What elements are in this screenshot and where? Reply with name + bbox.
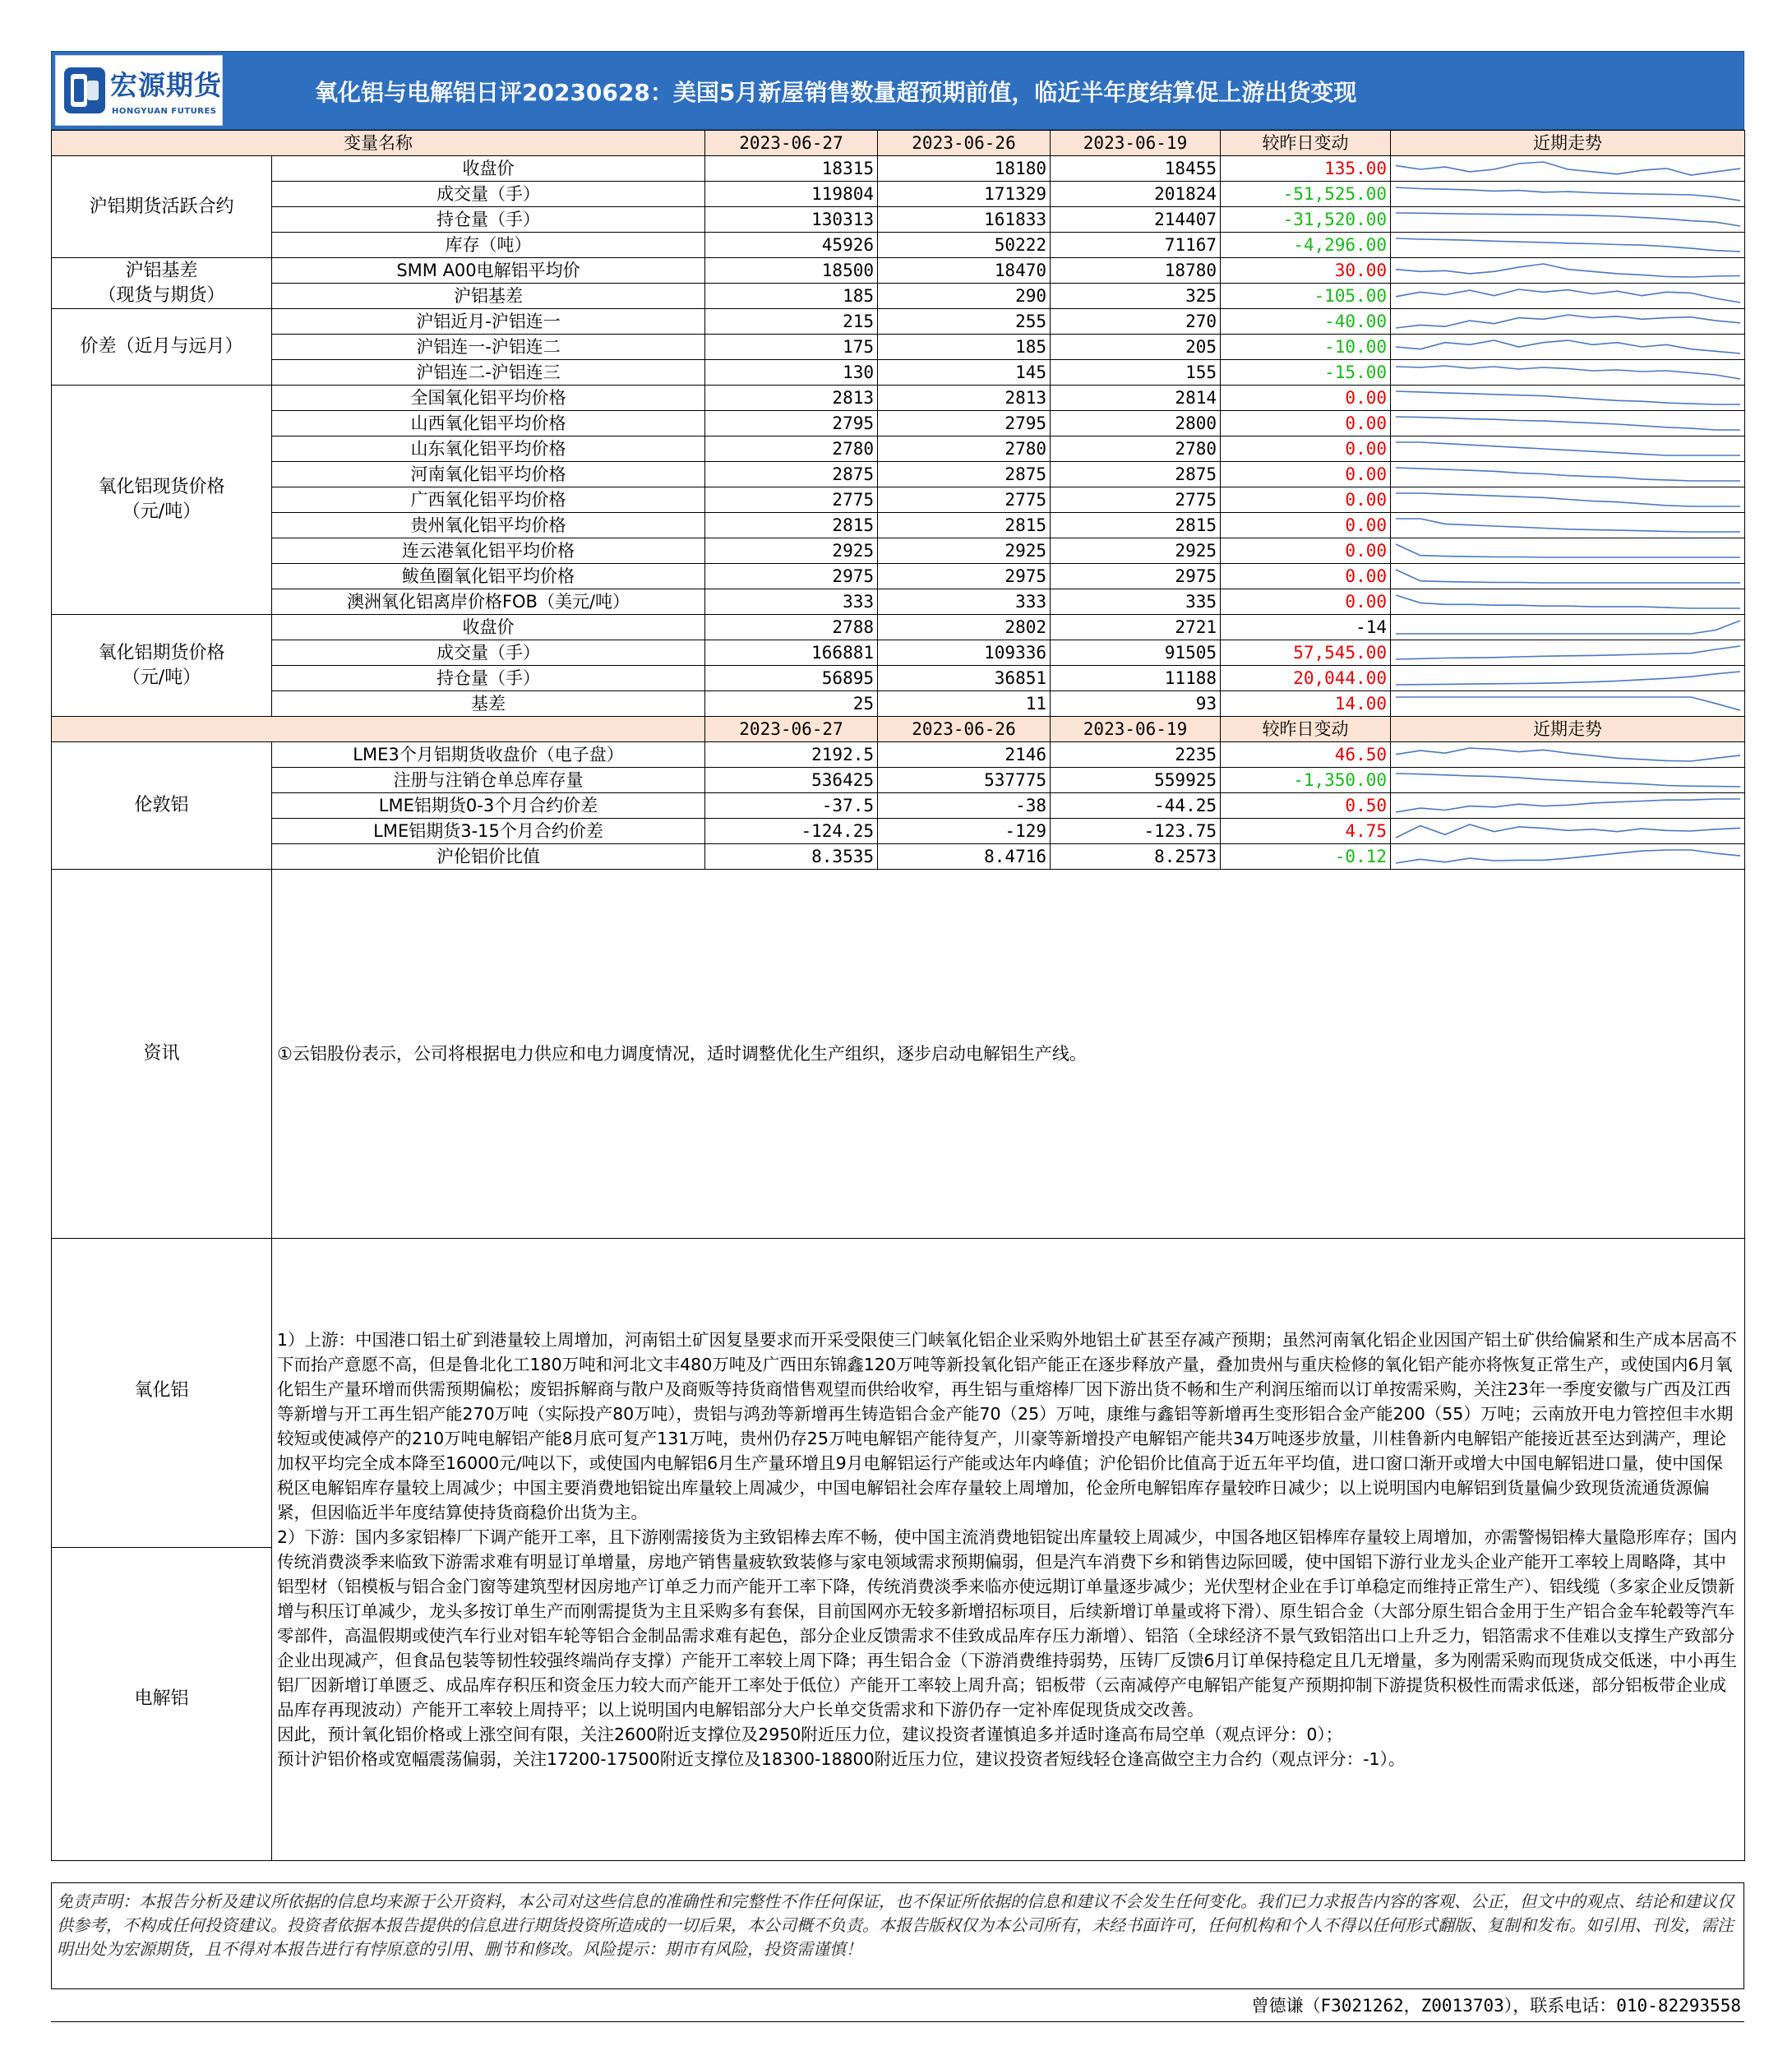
trend-cell <box>1391 666 1745 691</box>
trend-sparkline <box>1391 538 1745 563</box>
trend-line <box>1396 366 1740 379</box>
table-row <box>52 513 1745 538</box>
value-d3: 2975 <box>1051 564 1221 589</box>
trend-line <box>1396 340 1740 353</box>
report-header <box>51 51 1744 130</box>
trend-cell <box>1391 156 1745 182</box>
trend-cell <box>1391 615 1745 640</box>
table-row <box>52 615 1745 640</box>
value-d3: 214407 <box>1051 207 1221 233</box>
trend-line <box>1396 519 1740 532</box>
header-date-2: 2023-06-26 <box>878 131 1051 156</box>
daily-change: 14.00 <box>1221 691 1391 717</box>
value-d2: 2875 <box>878 462 1051 487</box>
value-d2: 2802 <box>878 615 1051 640</box>
variable-name: 广西氧化铝平均价格 <box>272 487 705 513</box>
value-d3: 2925 <box>1051 538 1221 564</box>
variable-name: 河南氧化铝平均价格 <box>272 462 705 487</box>
daily-change: 0.00 <box>1221 589 1391 615</box>
table-row <box>52 207 1745 233</box>
value-d3: -44.25 <box>1051 793 1221 819</box>
trend-line <box>1396 213 1740 226</box>
value-d3: 155 <box>1051 360 1221 386</box>
trend-sparkline <box>1391 156 1745 181</box>
value-d1: -124.25 <box>705 819 878 844</box>
trend-sparkline <box>1391 386 1745 410</box>
trend-line <box>1396 289 1740 302</box>
trend-sparkline <box>1391 258 1745 283</box>
daily-change: -105.00 <box>1221 284 1391 309</box>
value-d3: 2235 <box>1051 742 1221 768</box>
header-name: 变量名称 <box>52 131 705 156</box>
value-d2: 2146 <box>878 742 1051 768</box>
news-text: ①云铝股份表示，公司将根据电力供应和电力调度情况，适时调整优化生产组织，逐步启动电解铝生产线。 <box>272 870 1745 1239</box>
trend-line <box>1396 391 1740 404</box>
brand-name-cn: 宏源期货 <box>110 69 222 101</box>
daily-change: -1,350.00 <box>1221 768 1391 793</box>
header-date-3: 2023-06-19 <box>1051 717 1221 742</box>
table-row <box>52 564 1745 589</box>
trend-sparkline <box>1391 666 1745 690</box>
trend-sparkline <box>1391 768 1745 792</box>
variable-name: 沪铝基差 <box>272 284 705 309</box>
header-change: 较昨日变动 <box>1221 717 1391 742</box>
daily-change: 30.00 <box>1221 258 1391 284</box>
header-date-1: 2023-06-27 <box>705 717 878 742</box>
value-d2: 2815 <box>878 513 1051 538</box>
trend-line <box>1396 799 1740 812</box>
value-d3: 2875 <box>1051 462 1221 487</box>
trend-sparkline <box>1391 487 1745 512</box>
trend-line <box>1396 824 1740 838</box>
trend-line <box>1396 774 1740 787</box>
table-row <box>52 538 1745 564</box>
trend-cell <box>1391 564 1745 589</box>
category-cell: 沪铝期货活跃合约 <box>52 156 272 258</box>
trend-line <box>1396 162 1740 175</box>
value-d1: 185 <box>705 284 878 309</box>
trend-sparkline <box>1391 207 1745 232</box>
value-d1: 130 <box>705 360 878 386</box>
trend-cell <box>1391 309 1745 335</box>
value-d1: 2975 <box>705 564 878 589</box>
table-row <box>52 360 1745 386</box>
value-d2: 333 <box>878 589 1051 615</box>
daily-change: 0.00 <box>1221 513 1391 538</box>
table-row <box>52 335 1745 360</box>
table-row <box>52 768 1745 793</box>
table-row <box>52 666 1745 691</box>
value-d2: 2813 <box>878 386 1051 411</box>
trend-cell <box>1391 589 1745 615</box>
trend-sparkline <box>1391 462 1745 487</box>
variable-name: 持仓量（手） <box>272 666 705 691</box>
trend-line <box>1396 264 1740 277</box>
analysis-paragraph: 2）下游：国内多家铝棒厂下调产能开工率，且下游刚需接货为主致铝棒去库不畅，使中国主流消费地铝锭出库量较上周减少，中国各地区铝棒库存量较上周增加，亦需警惕铝棒大量隐形库存；国内传统消费淡季来临致下游需求难有明显订单增量，房地产销售量疲软致装修与家电领域需求预期偏弱，但是汽车消费下乡和销售边际回暖，使中国铝下游行业龙头企业产能开工率较上周略降，其中铝型材（铝模板与铝合金门窗等建筑型材因房地产订单乏力而产能开工率下降，传统消费淡季来临亦使远期订单量逐步减少；光伏型材企业在手订单稳定而维持正常生产）、铝线缆（多家企业反馈新增与积压订单减少，龙头多按订单生产而刚需提货为主且采购多有套保，目前国网亦无较多新增招标项目，后续新增订单量或将下滑）、原生铝合金（大部分原生铝合金用于生产铝合金车轮毂等汽车零部件，高温假期或使汽车行业对铝车轮等铝合金制品需求难有起色，部分企业反馈需求不佳致成品库存压力渐增）、铝箔（全球经济不景气致铝箔出口上升乏力，铝箔需求不佳难以支撑生产致部分企业出现减产，但食品包装等韧性较强终端尚存支撑）产能开工率较上周下降；再生铝合金（下游消费维持弱势，压铸厂反馈6月订单保持稳定且几无增量，多为刚需采购而现货成交低迷，中小再生铝厂因新增订单匮乏、成品库存积压和资金压力较大而产能开工率处于低位）产能开工率较上周升高；铝板带（云南减停产电解铝产能复产预期抑制下游提货积极性而需求低迷，部分铝板带企业成品库存再现波动）产能开工率较上周持平；以上说明国内电解铝部分大户长单交货需求和下游仍存一定补库促现货成交改善。 <box>277 1527 1738 1720</box>
value-d2: 161833 <box>878 207 1051 233</box>
header-trend: 近期走势 <box>1391 131 1745 156</box>
trend-sparkline <box>1391 309 1745 334</box>
value-d2: 2975 <box>878 564 1051 589</box>
trend-sparkline <box>1391 615 1745 640</box>
trend-sparkline <box>1391 182 1745 206</box>
daily-change: 0.00 <box>1221 436 1391 462</box>
variable-name: SMM A00电解铝平均价 <box>272 258 705 284</box>
value-d2: 290 <box>878 284 1051 309</box>
value-d3: 2815 <box>1051 513 1221 538</box>
trend-sparkline <box>1391 742 1745 767</box>
daily-change: -40.00 <box>1221 309 1391 335</box>
table-row <box>52 640 1745 666</box>
category-cell: 氧化铝现货价格 （元/吨） <box>52 386 272 615</box>
value-d2: 2925 <box>878 538 1051 564</box>
category-cell: 价差（近月与远月） <box>52 309 272 386</box>
variable-name: 收盘价 <box>272 615 705 640</box>
value-d3: -123.75 <box>1051 819 1221 844</box>
value-d1: 2192.5 <box>705 742 878 768</box>
variable-name: 沪伦铝价比值 <box>272 844 705 870</box>
trend-sparkline <box>1391 793 1745 818</box>
analysis-category-stack <box>52 1239 271 1860</box>
variable-name: 鲅鱼圈氧化铝平均价格 <box>272 564 705 589</box>
table-row <box>52 436 1745 462</box>
table-row <box>52 691 1745 717</box>
brand-logo <box>55 55 223 126</box>
value-d3: 2800 <box>1051 411 1221 436</box>
value-d3: 11188 <box>1051 666 1221 691</box>
value-d2: 18470 <box>878 258 1051 284</box>
trend-line <box>1396 238 1740 252</box>
trend-sparkline <box>1391 844 1745 869</box>
daily-change: -0.12 <box>1221 844 1391 870</box>
category-cell: 伦敦铝 <box>52 742 272 870</box>
value-d2: 11 <box>878 691 1051 717</box>
trend-line <box>1396 748 1740 761</box>
daily-change: -14 <box>1221 615 1391 640</box>
variable-name: 库存（吨） <box>272 233 705 258</box>
table-row <box>52 411 1745 436</box>
table-row <box>52 793 1745 819</box>
value-d2: 36851 <box>878 666 1051 691</box>
value-d1: 18315 <box>705 156 878 182</box>
trend-line <box>1396 187 1740 201</box>
daily-change: -51,525.00 <box>1221 182 1391 207</box>
value-d3: 270 <box>1051 309 1221 335</box>
trend-sparkline <box>1391 360 1745 385</box>
trend-line <box>1396 621 1740 634</box>
daily-change: 57,545.00 <box>1221 640 1391 666</box>
value-d3: 18455 <box>1051 156 1221 182</box>
value-d1: 536425 <box>705 768 878 793</box>
variable-name: LME铝期货3-15个月合约价差 <box>272 819 705 844</box>
trend-cell <box>1391 258 1745 284</box>
trend-line <box>1396 417 1740 430</box>
analysis-paragraph: 预计沪铝价格或宽幅震荡偏弱，关注17200-17500附近支撑位及18300-18800附近压力位，建议投资者短线轻仓逢高做空主力合约（观点评分：-1）。 <box>277 1749 1406 1769</box>
trend-cell <box>1391 207 1745 233</box>
value-d3: 8.2573 <box>1051 844 1221 870</box>
trend-line <box>1396 315 1740 328</box>
value-d1: 18500 <box>705 258 878 284</box>
value-d1: 56895 <box>705 666 878 691</box>
data-table <box>51 130 1745 1861</box>
header-trend: 近期走势 <box>1391 717 1745 742</box>
disclaimer: 免责声明：本报告分析及建议所依据的信息均来源于公开资料，本公司对这些信息的准确性和完整性不作任何保证，也不保证所依据的信息和建议不会发生任何变化。我们已力求报告内容的客观、公正，但文中的观点、结论和建议仅供参考，不构成任何投资建议。投资者依据本报告提供的信息进行期货投资所造成的一切后果，本公司概不负责。本报告版权仅为本公司所有，未经书面许可，任何机构和个人不得以任何形式翻版、复制和发布。如引用、刊发，需注明出处为宏源期货，且不得对本报告进行有悖原意的引用、删节和修改。风险提示：期市有风险，投资需谨慎！ <box>51 1882 1744 1989</box>
variable-name: 贵州氧化铝平均价格 <box>272 513 705 538</box>
trend-cell <box>1391 436 1745 462</box>
variable-name: 山西氧化铝平均价格 <box>272 411 705 436</box>
category-divider <box>52 1547 271 1548</box>
value-d1: -37.5 <box>705 793 878 819</box>
header-change: 较昨日变动 <box>1221 131 1391 156</box>
value-d3: 18780 <box>1051 258 1221 284</box>
table-row <box>52 233 1745 258</box>
table-header-row <box>52 131 1745 156</box>
variable-name: 注册与注销仓单总库存量 <box>272 768 705 793</box>
value-d1: 25 <box>705 691 878 717</box>
variable-name: 全国氧化铝平均价格 <box>272 386 705 411</box>
variable-name: 成交量（手） <box>272 182 705 207</box>
trend-cell <box>1391 640 1745 666</box>
trend-sparkline <box>1391 589 1745 614</box>
hongyuan-logo-icon <box>62 64 107 117</box>
value-d1: 333 <box>705 589 878 615</box>
value-d2: -38 <box>878 793 1051 819</box>
daily-change: 0.50 <box>1221 793 1391 819</box>
trend-line <box>1396 646 1740 659</box>
trend-cell <box>1391 462 1745 487</box>
trend-sparkline <box>1391 335 1745 359</box>
variable-name: 沪铝近月-沪铝连一 <box>272 309 705 335</box>
daily-change: 20,044.00 <box>1221 666 1391 691</box>
variable-name: LME3个月铝期货收盘价（电子盘） <box>272 742 705 768</box>
trend-cell <box>1391 487 1745 513</box>
header-date-1: 2023-06-27 <box>705 131 878 156</box>
value-d2: 8.4716 <box>878 844 1051 870</box>
value-d1: 8.3535 <box>705 844 878 870</box>
trend-cell <box>1391 793 1745 819</box>
value-d1: 119804 <box>705 182 878 207</box>
variable-name: 澳洲氧化铝离岸价格FOB（美元/吨） <box>272 589 705 615</box>
header-date-2: 2023-06-26 <box>878 717 1051 742</box>
news-category: 资讯 <box>52 870 272 1239</box>
daily-change: -4,296.00 <box>1221 233 1391 258</box>
trend-cell <box>1391 742 1745 768</box>
trend-line <box>1396 493 1740 506</box>
trend-cell <box>1391 182 1745 207</box>
report-frame <box>51 51 1744 2057</box>
table-row <box>52 844 1745 870</box>
trend-sparkline <box>1391 640 1745 665</box>
trend-cell <box>1391 411 1745 436</box>
brand-name-en: HONGYUAN FUTURES <box>112 107 217 116</box>
table-row <box>52 258 1745 284</box>
report-title: 氧化铝与电解铝日评20230628：美国5月新屋销售数量超预期前值，临近半年度结算促上游出货变现 <box>315 79 1357 106</box>
value-d1: 2925 <box>705 538 878 564</box>
trend-sparkline <box>1391 284 1745 308</box>
value-d3: 559925 <box>1051 768 1221 793</box>
trend-line <box>1396 672 1740 685</box>
value-d1: 2780 <box>705 436 878 462</box>
value-d3: 2780 <box>1051 436 1221 462</box>
trend-cell <box>1391 233 1745 258</box>
table-row <box>52 589 1745 615</box>
variable-name: 沪铝连二-沪铝连三 <box>272 360 705 386</box>
variable-name: 收盘价 <box>272 156 705 182</box>
trend-cell <box>1391 360 1745 386</box>
value-d1: 130313 <box>705 207 878 233</box>
table-row <box>52 819 1745 844</box>
trend-cell <box>1391 691 1745 717</box>
header-name <box>52 717 705 742</box>
analyst-contact: 曾德谦（F3021262，Z0013703），联系电话：010-82293558 <box>51 1989 1744 2022</box>
table-row <box>52 487 1745 513</box>
daily-change: 0.00 <box>1221 411 1391 436</box>
trend-line <box>1396 442 1740 455</box>
value-d1: 2795 <box>705 411 878 436</box>
value-d2: 2795 <box>878 411 1051 436</box>
table-row <box>52 182 1745 207</box>
trend-line <box>1396 468 1740 481</box>
daily-change: 135.00 <box>1221 156 1391 182</box>
analysis-text <box>272 1239 1745 1861</box>
variable-name: 持仓量（手） <box>272 207 705 233</box>
news-row <box>52 870 1745 1239</box>
trend-sparkline <box>1391 691 1745 716</box>
value-d3: 71167 <box>1051 233 1221 258</box>
table-row <box>52 742 1745 768</box>
value-d3: 205 <box>1051 335 1221 360</box>
value-d1: 2875 <box>705 462 878 487</box>
value-d1: 215 <box>705 309 878 335</box>
value-d2: 185 <box>878 335 1051 360</box>
value-d2: -129 <box>878 819 1051 844</box>
category-cell: 氧化铝期货价格 （元/吨） <box>52 615 272 717</box>
variable-name: LME铝期货0-3个月合约价差 <box>272 793 705 819</box>
analysis-paragraph: 因此，预计氧化铝价格或上涨空间有限，关注2600附近支撑位及2950附近压力位，建议投资者谨慎追多并适时逢高布局空单（观点评分：0）； <box>277 1725 1343 1744</box>
daily-change: 0.00 <box>1221 538 1391 564</box>
table-row <box>52 156 1745 182</box>
value-d3: 201824 <box>1051 182 1221 207</box>
value-d3: 2814 <box>1051 386 1221 411</box>
trend-sparkline <box>1391 233 1745 257</box>
variable-name: 成交量（手） <box>272 640 705 666</box>
analysis-row <box>52 1239 1745 1861</box>
category-alumina: 氧化铝 <box>134 1380 189 1401</box>
value-d3: 91505 <box>1051 640 1221 666</box>
value-d2: 2775 <box>878 487 1051 513</box>
variable-name: 山东氧化铝平均价格 <box>272 436 705 462</box>
daily-change: 0.00 <box>1221 386 1391 411</box>
table-row <box>52 309 1745 335</box>
value-d1: 2813 <box>705 386 878 411</box>
lme-header-row <box>52 717 1745 742</box>
variable-name: 连云港氧化铝平均价格 <box>272 538 705 564</box>
table-row <box>52 386 1745 411</box>
daily-change: 4.75 <box>1221 819 1391 844</box>
value-d3: 335 <box>1051 589 1221 615</box>
trend-sparkline <box>1391 819 1745 843</box>
value-d1: 45926 <box>705 233 878 258</box>
trend-line <box>1396 697 1740 710</box>
trend-cell <box>1391 335 1745 360</box>
value-d3: 325 <box>1051 284 1221 309</box>
trend-cell <box>1391 844 1745 870</box>
trend-line <box>1396 595 1740 608</box>
category-aluminum: 电解铝 <box>134 1688 189 1709</box>
trend-line <box>1396 570 1740 583</box>
value-d1: 2788 <box>705 615 878 640</box>
trend-cell <box>1391 513 1745 538</box>
daily-change: -31,520.00 <box>1221 207 1391 233</box>
daily-change: -15.00 <box>1221 360 1391 386</box>
trend-cell <box>1391 538 1745 564</box>
trend-line <box>1396 544 1740 557</box>
trend-line <box>1396 850 1740 863</box>
daily-change: 46.50 <box>1221 742 1391 768</box>
value-d1: 2815 <box>705 513 878 538</box>
trend-cell <box>1391 386 1745 411</box>
analysis-paragraph: 1）上游：中国港口铝土矿到港量较上周增加，河南铝土矿因复垦要求而开采受限使三门峡氧化铝企业采购外地铝土矿甚至存减产预期；虽然河南氧化铝企业因国产铝土矿供给偏紧和生产成本居高不下而抬产意愿不高，但是鲁北化工180万吨和河北文丰480万吨及广西田东锦鑫120万吨等新投氧化铝产能正在逐步释放产量，叠加贵州与重庆检修的氧化铝产能亦将恢复正常生产，或使国内6月氧化铝生产量环增而供需预期偏松；废铝拆解商与散户及商贩等持货商惜售观望而供给收窄，再生铝与重熔棒厂因下游出货不畅和生产利润压缩而以订单按需采购，关注23年一季度安徽与广西及江西等新增与开工再生铝产能270万吨（实际投产80万吨），贵铝与鸿劲等新增再生铸造铝合金产能70（25）万吨，康维与鑫铝等新增再生变形铝合金产能200（55）万吨；云南放开电力管控但丰水期较短或使减停产的210万吨电解铝产能8月底可复产131万吨，贵州仍存25万吨电解铝产能待复产，川豪等新增投产电解铝产能共34万吨逐步放量，川桂鲁新内电解铝产能接近甚至达到满产，理论加权平均完全成本降至16000元/吨以下，或使国内电解铝6月生产量环增且9月电解铝运行产能或达年内峰值；沪伦铝价比值高于近五年平均值，进口窗口渐开或增大中国电解铝进口量，使中国保税区电解铝库存量较上周减少；中国主要消费地铝锭出库量较上周减少，中国电解铝社会库存量较上周增加，伦金所电解铝库存量较昨日减少；以上说明国内电解铝到货量偏少致现货流通货源偏紧，但因临近半年度结算使持货商稳价出货为主。 <box>277 1330 1738 1522</box>
value-d3: 2721 <box>1051 615 1221 640</box>
analysis-category <box>52 1239 272 1861</box>
table-row <box>52 462 1745 487</box>
trend-cell <box>1391 819 1745 844</box>
value-d3: 2775 <box>1051 487 1221 513</box>
daily-change: 0.00 <box>1221 487 1391 513</box>
variable-name: 基差 <box>272 691 705 717</box>
table-row <box>52 284 1745 309</box>
trend-sparkline <box>1391 411 1745 436</box>
value-d2: 537775 <box>878 768 1051 793</box>
value-d1: 2775 <box>705 487 878 513</box>
trend-sparkline <box>1391 436 1745 461</box>
value-d2: 109336 <box>878 640 1051 666</box>
value-d2: 255 <box>878 309 1051 335</box>
value-d2: 145 <box>878 360 1051 386</box>
trend-sparkline <box>1391 564 1745 589</box>
trend-cell <box>1391 284 1745 309</box>
variable-name: 沪铝连一-沪铝连二 <box>272 335 705 360</box>
daily-change: 0.00 <box>1221 462 1391 487</box>
trend-cell <box>1391 768 1745 793</box>
value-d2: 171329 <box>878 182 1051 207</box>
value-d2: 2780 <box>878 436 1051 462</box>
daily-change: -10.00 <box>1221 335 1391 360</box>
value-d1: 166881 <box>705 640 878 666</box>
value-d2: 18180 <box>878 156 1051 182</box>
category-cell: 沪铝基差 （现货与期货） <box>52 258 272 309</box>
header-date-3: 2023-06-19 <box>1051 131 1221 156</box>
value-d1: 175 <box>705 335 878 360</box>
daily-change: 0.00 <box>1221 564 1391 589</box>
value-d2: 50222 <box>878 233 1051 258</box>
value-d3: 93 <box>1051 691 1221 717</box>
trend-sparkline <box>1391 513 1745 538</box>
